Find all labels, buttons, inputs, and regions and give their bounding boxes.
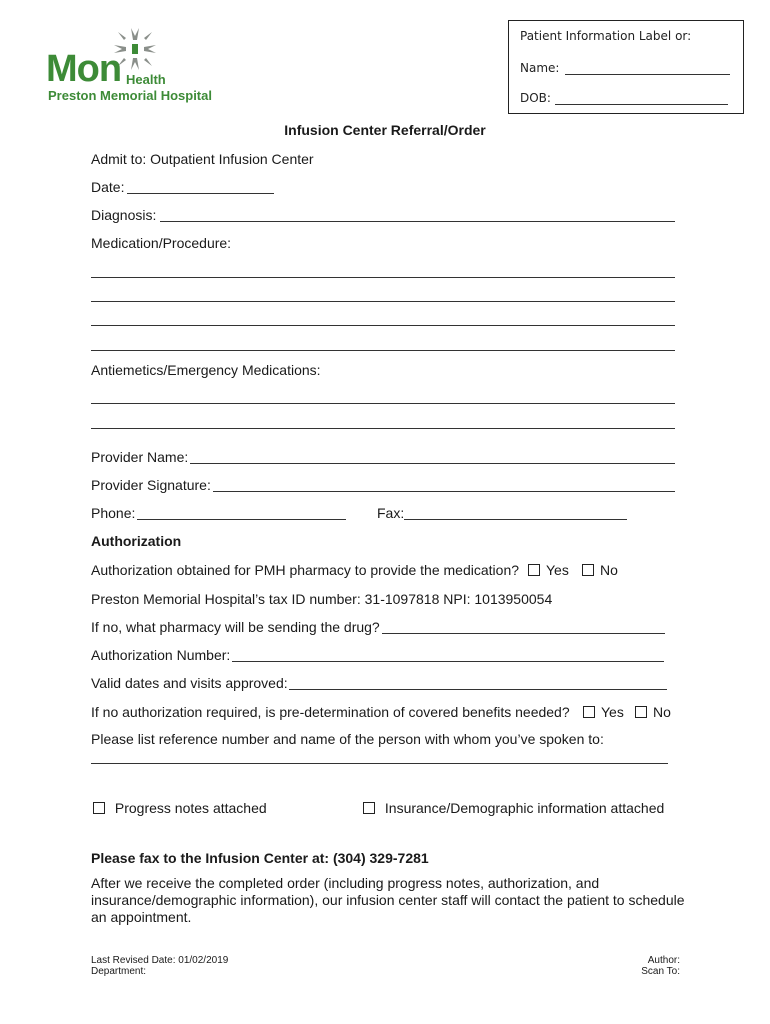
footer-author: Author: <box>647 955 680 966</box>
provider-name-field[interactable] <box>190 463 675 464</box>
progress-notes-checkbox[interactable] <box>93 802 105 814</box>
authorization-no-checkbox[interactable] <box>582 564 594 576</box>
provider-signature-label: Provider Signature: <box>91 477 211 493</box>
diagnosis-field[interactable] <box>160 221 675 222</box>
logo-mon: Mon <box>46 48 122 90</box>
diagnosis-label: Diagnosis: <box>91 207 157 223</box>
footer-scan-to: Scan To: <box>641 966 680 977</box>
antiemetics-line-2[interactable] <box>91 428 675 429</box>
predetermination-no-option[interactable] <box>635 704 671 720</box>
fax-instructions: After we receive the completed order (including progress notes, authorization, and insurance/demographic information), our infusion center staff will contact the patient to schedule an appointment. <box>91 875 685 925</box>
authorization-no-option[interactable] <box>582 562 618 578</box>
auth-number-label: Authorization Number: <box>91 647 231 663</box>
valid-dates-label: Valid dates and visits approved: <box>91 675 288 691</box>
patient-label-heading: Patient Information Label or: <box>520 29 692 43</box>
date-label: Date: <box>91 179 125 195</box>
progress-notes-option[interactable] <box>93 800 267 816</box>
insurance-option[interactable] <box>363 800 664 816</box>
fax-label: Fax: <box>377 505 405 521</box>
insurance-label: Insurance/Demographic information attached <box>384 800 665 816</box>
insurance-checkbox[interactable] <box>363 802 375 814</box>
logo-hospital-name: Preston Memorial Hospital <box>48 88 212 103</box>
antiemetics-label: Antiemetics/Emergency Medications: <box>91 362 321 378</box>
reference-prompt: Please list reference number and name of the person with whom you’ve spoken to: <box>91 731 604 747</box>
authorization-obtained-question: Authorization obtained for PMH pharmacy to provide the medication? <box>91 562 520 578</box>
phone-label: Phone: <box>91 505 136 521</box>
pharmacy-question: If no, what pharmacy will be sending the drug? <box>91 619 380 635</box>
patient-name-label: Name: <box>520 61 560 75</box>
logo-health: Health <box>126 72 166 87</box>
antiemetics-line-1[interactable] <box>91 403 675 404</box>
provider-signature-field[interactable] <box>213 491 675 492</box>
medication-line-1[interactable] <box>91 277 675 278</box>
valid-dates-field[interactable] <box>289 689 667 690</box>
fax-heading: Please fax to the Infusion Center at: (304) 329-7281 <box>91 850 429 866</box>
medication-line-4[interactable] <box>91 350 675 351</box>
admit-to-text: Admit to: Outpatient Infusion Center <box>91 151 314 167</box>
auth-number-field[interactable] <box>232 661 664 662</box>
predetermination-no-checkbox[interactable] <box>635 706 647 718</box>
patient-name-field[interactable] <box>565 74 730 75</box>
medication-line-3[interactable] <box>91 325 675 326</box>
medication-label: Medication/Procedure: <box>91 235 232 251</box>
footer-revised-date: Last Revised Date: 01/02/2019 <box>91 955 229 966</box>
medication-line-2[interactable] <box>91 301 675 302</box>
predetermination-yes-option[interactable] <box>583 704 624 720</box>
authorization-no-label: No <box>600 562 618 578</box>
date-field[interactable] <box>127 193 274 194</box>
footer-department: Department: <box>91 966 147 977</box>
form-title: Infusion Center Referral/Order <box>284 122 486 138</box>
pharmacy-field[interactable] <box>382 633 665 634</box>
reference-field[interactable] <box>91 763 668 764</box>
authorization-yes-checkbox[interactable] <box>528 564 540 576</box>
phone-field[interactable] <box>137 519 346 520</box>
authorization-yes-label: Yes <box>546 562 569 578</box>
predetermination-yes-checkbox[interactable] <box>583 706 595 718</box>
fax-field[interactable] <box>404 519 627 520</box>
hospital-logo <box>46 26 226 106</box>
authorization-yes-option[interactable] <box>528 562 569 578</box>
tax-id-text: Preston Memorial Hospital’s tax ID number: 31-1097818 NPI: 1013950054 <box>91 591 553 607</box>
authorization-heading: Authorization <box>91 533 182 549</box>
patient-info-label-box <box>508 20 744 114</box>
predetermination-yes-label: Yes <box>601 704 624 720</box>
predetermination-question: If no authorization required, is pre-determination of covered benefits needed? <box>91 704 570 720</box>
patient-dob-label: DOB: <box>520 91 551 105</box>
progress-notes-label: Progress notes attached <box>114 800 267 816</box>
provider-name-label: Provider Name: <box>91 449 189 465</box>
predetermination-no-label: No <box>653 704 671 720</box>
patient-dob-field[interactable] <box>555 104 728 105</box>
